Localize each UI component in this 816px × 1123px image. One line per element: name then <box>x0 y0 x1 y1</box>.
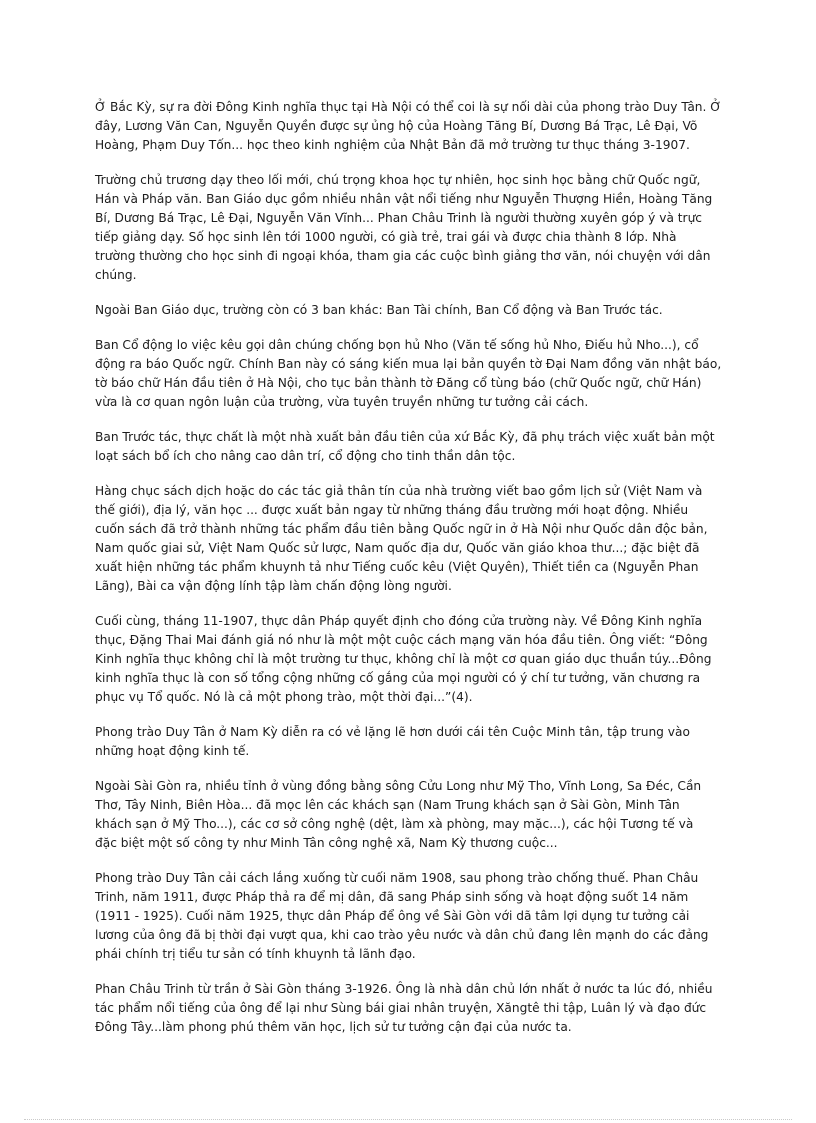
document-page <box>95 98 727 1053</box>
paragraph-provinces: Ngoài Sài Gòn ra, nhiều tỉnh ở vùng đồng bằng sông Cửu Long như Mỹ Tho, Vĩnh Long, Sa Đéc, Cần Thơ, Tây Ninh, Biên Hòa... đã mọc lên các khách sạn (Nam Trung khách sạn ở Sài Gòn, Minh Tân khách sạn ở Mỹ Tho...), các cơ sở công nghệ (dệt, làm xà phòng, may mặc...), các hội Tương tế và đặc biệt một số công ty như Minh Tân công nghệ xã, Nam Kỳ thương cuộc... <box>95 779 702 850</box>
paragraph-publications: Hàng chục sách dịch hoặc do các tác giả thân tín của nhà trường viết bao gồm lịch sử (Việt Nam và thế giới), địa lý, văn học ... được xuất bản ngay từ những tháng đầu trường mới hoạt động. Nhiều cuốn sách đã trở thành những tác phẩm đầu tiên bằng Quốc ngữ in ở Hà Nội như Quốc dân độc bản, Nam quốc giai sử, Việt Nam Quốc sử lược, Nam quốc địa dư, Quốc văn giáo khoa thư...; đặc biệt đã xuất hiện những tác phẩm khuynh tả như Tiếng cuốc kêu (Việt Quyên), Thiết tiền ca (Nguyễn Phan Lãng), Bài ca vận động lính tập làm chấn động lòng người. <box>95 484 708 593</box>
paragraph-ban-truoc-tac: Ban Trước tác, thực chất là một nhà xuất bản đầu tiên của xứ Bắc Kỳ, đã phụ trách việc xuất bản một loạt sách bổ ích cho nâng cao dân trí, cổ động cho tinh thần dân tộc. <box>95 430 715 463</box>
page-bottom-divider <box>24 1119 792 1120</box>
paragraph-other-boards: Ngoài Ban Giáo dục, trường còn có 3 ban khác: Ban Tài chính, Ban Cổ động và Ban Trước tác. <box>95 303 663 317</box>
paragraph-teaching-method: Trường chủ trương dạy theo lối mới, chú trọng khoa học tự nhiên, học sinh học bằng chữ Quốc ngữ, Hán và Pháp văn. Ban Giáo dục gồm nhiều nhân vật nổi tiếng như Nguyễn Thượng Hiền, Hoàng Tăng Bí, Dương Bá Trạc, Lê Đại, Nguyễn Văn Vĩnh... Phan Châu Trinh là người thường xuyên góp ý và trực tiếp giảng dạy. Số học sinh lên tới 1000 người, có già trẻ, trai gái và được chia thành 8 lớp. Nhà trường thường cho học sinh đi ngoại khóa, tham gia các cuộc bình giảng thơ văn, nói chuyện với dân chúng. <box>95 173 713 282</box>
paragraph-nam-ky-movement: Phong trào Duy Tân ở Nam Kỳ diễn ra có vẻ lặng lẽ hơn dưới cái tên Cuộc Minh tân, tập trung vào những hoạt động kinh tế. <box>95 725 690 758</box>
paragraph-ban-co-dong: Ban Cổ động lo việc kêu gọi dân chúng chống bọn hủ Nho (Văn tế sống hủ Nho, Điếu hủ Nho...), cổ động ra báo Quốc ngữ. Chính Ban này có sáng kiến mua lại bản quyền tờ Đại Nam đồng văn nhật báo, tờ báo chữ Hán đầu tiên ở Hà Nội, cho tục bản thành tờ Đăng cổ tùng báo (chữ Quốc ngữ, chữ Hán) vừa là cơ quan ngôn luận của trường, vừa tuyên truyền những tư tưởng cải cách. <box>95 338 722 409</box>
paragraph-school-closure: Cuối cùng, tháng 11-1907, thực dân Pháp quyết định cho đóng cửa trường này. Về Đông Kinh nghĩa thục, Đặng Thai Mai đánh giá nó như là một một cuộc cách mạng văn hóa đầu tiên. Ông viết: “Đông Kinh nghĩa thục không chỉ là một trường tư thục, không chỉ là một cơ quan giáo dục thuần túy...Đông kinh nghĩa thục là con số tổng cộng những cố gắng của mọi người có ý chí tư tưởng, văn chương ra phục vụ Tổ quốc. Nó là cả một phong trào, một thời đại...”(4). <box>95 614 712 704</box>
paragraph-dong-kinh-nghia-thuc: Ở Bắc Kỳ, sự ra đời Đông Kinh nghĩa thục tại Hà Nội có thể coi là sự nối dài của phong trào Duy Tân. Ở đây, Lương Văn Can, Nguyễn Quyền được sự ủng hộ của Hoàng Tăng Bí, Dương Bá Trạc, Lê Đại, Võ Hoàng, Phạm Duy Tốn... học theo kinh nghiệm của Nhật Bản đã mở trường tư thục tháng 3-1907. <box>95 100 722 152</box>
paragraph-phan-chau-trinh-death: Phan Châu Trinh từ trần ở Sài Gòn tháng 3-1926. Ông là nhà dân chủ lớn nhất ở nước ta lúc đó, nhiều tác phẩm nổi tiếng của ông để lại như Sùng bái giai nhân truyện, Xăngtê thi tập, Luân lý và đạo đức Đông Tây...làm phong phú thêm văn học, lịch sử tư tưởng cận đại của nước ta. <box>95 982 713 1034</box>
paragraph-movement-decline: Phong trào Duy Tân cải cách lắng xuống từ cuối năm 1908, sau phong trào chống thuế. Phan Châu Trinh, năm 1911, được Pháp thả ra để mị dân, đã sang Pháp sinh sống và hoạt động suốt 14 năm (1911 - 1925). Cuối năm 1925, thực dân Pháp để ông về Sài Gòn với dã tâm lợi dụng tư tưởng cải lương của ông đã bị thời đại vượt qua, khi cao trào yêu nước và dân chủ đang lên mạnh do các đảng phái chính trị tiểu tư sản có tính khuynh tả lãnh đạo. <box>95 871 709 961</box>
